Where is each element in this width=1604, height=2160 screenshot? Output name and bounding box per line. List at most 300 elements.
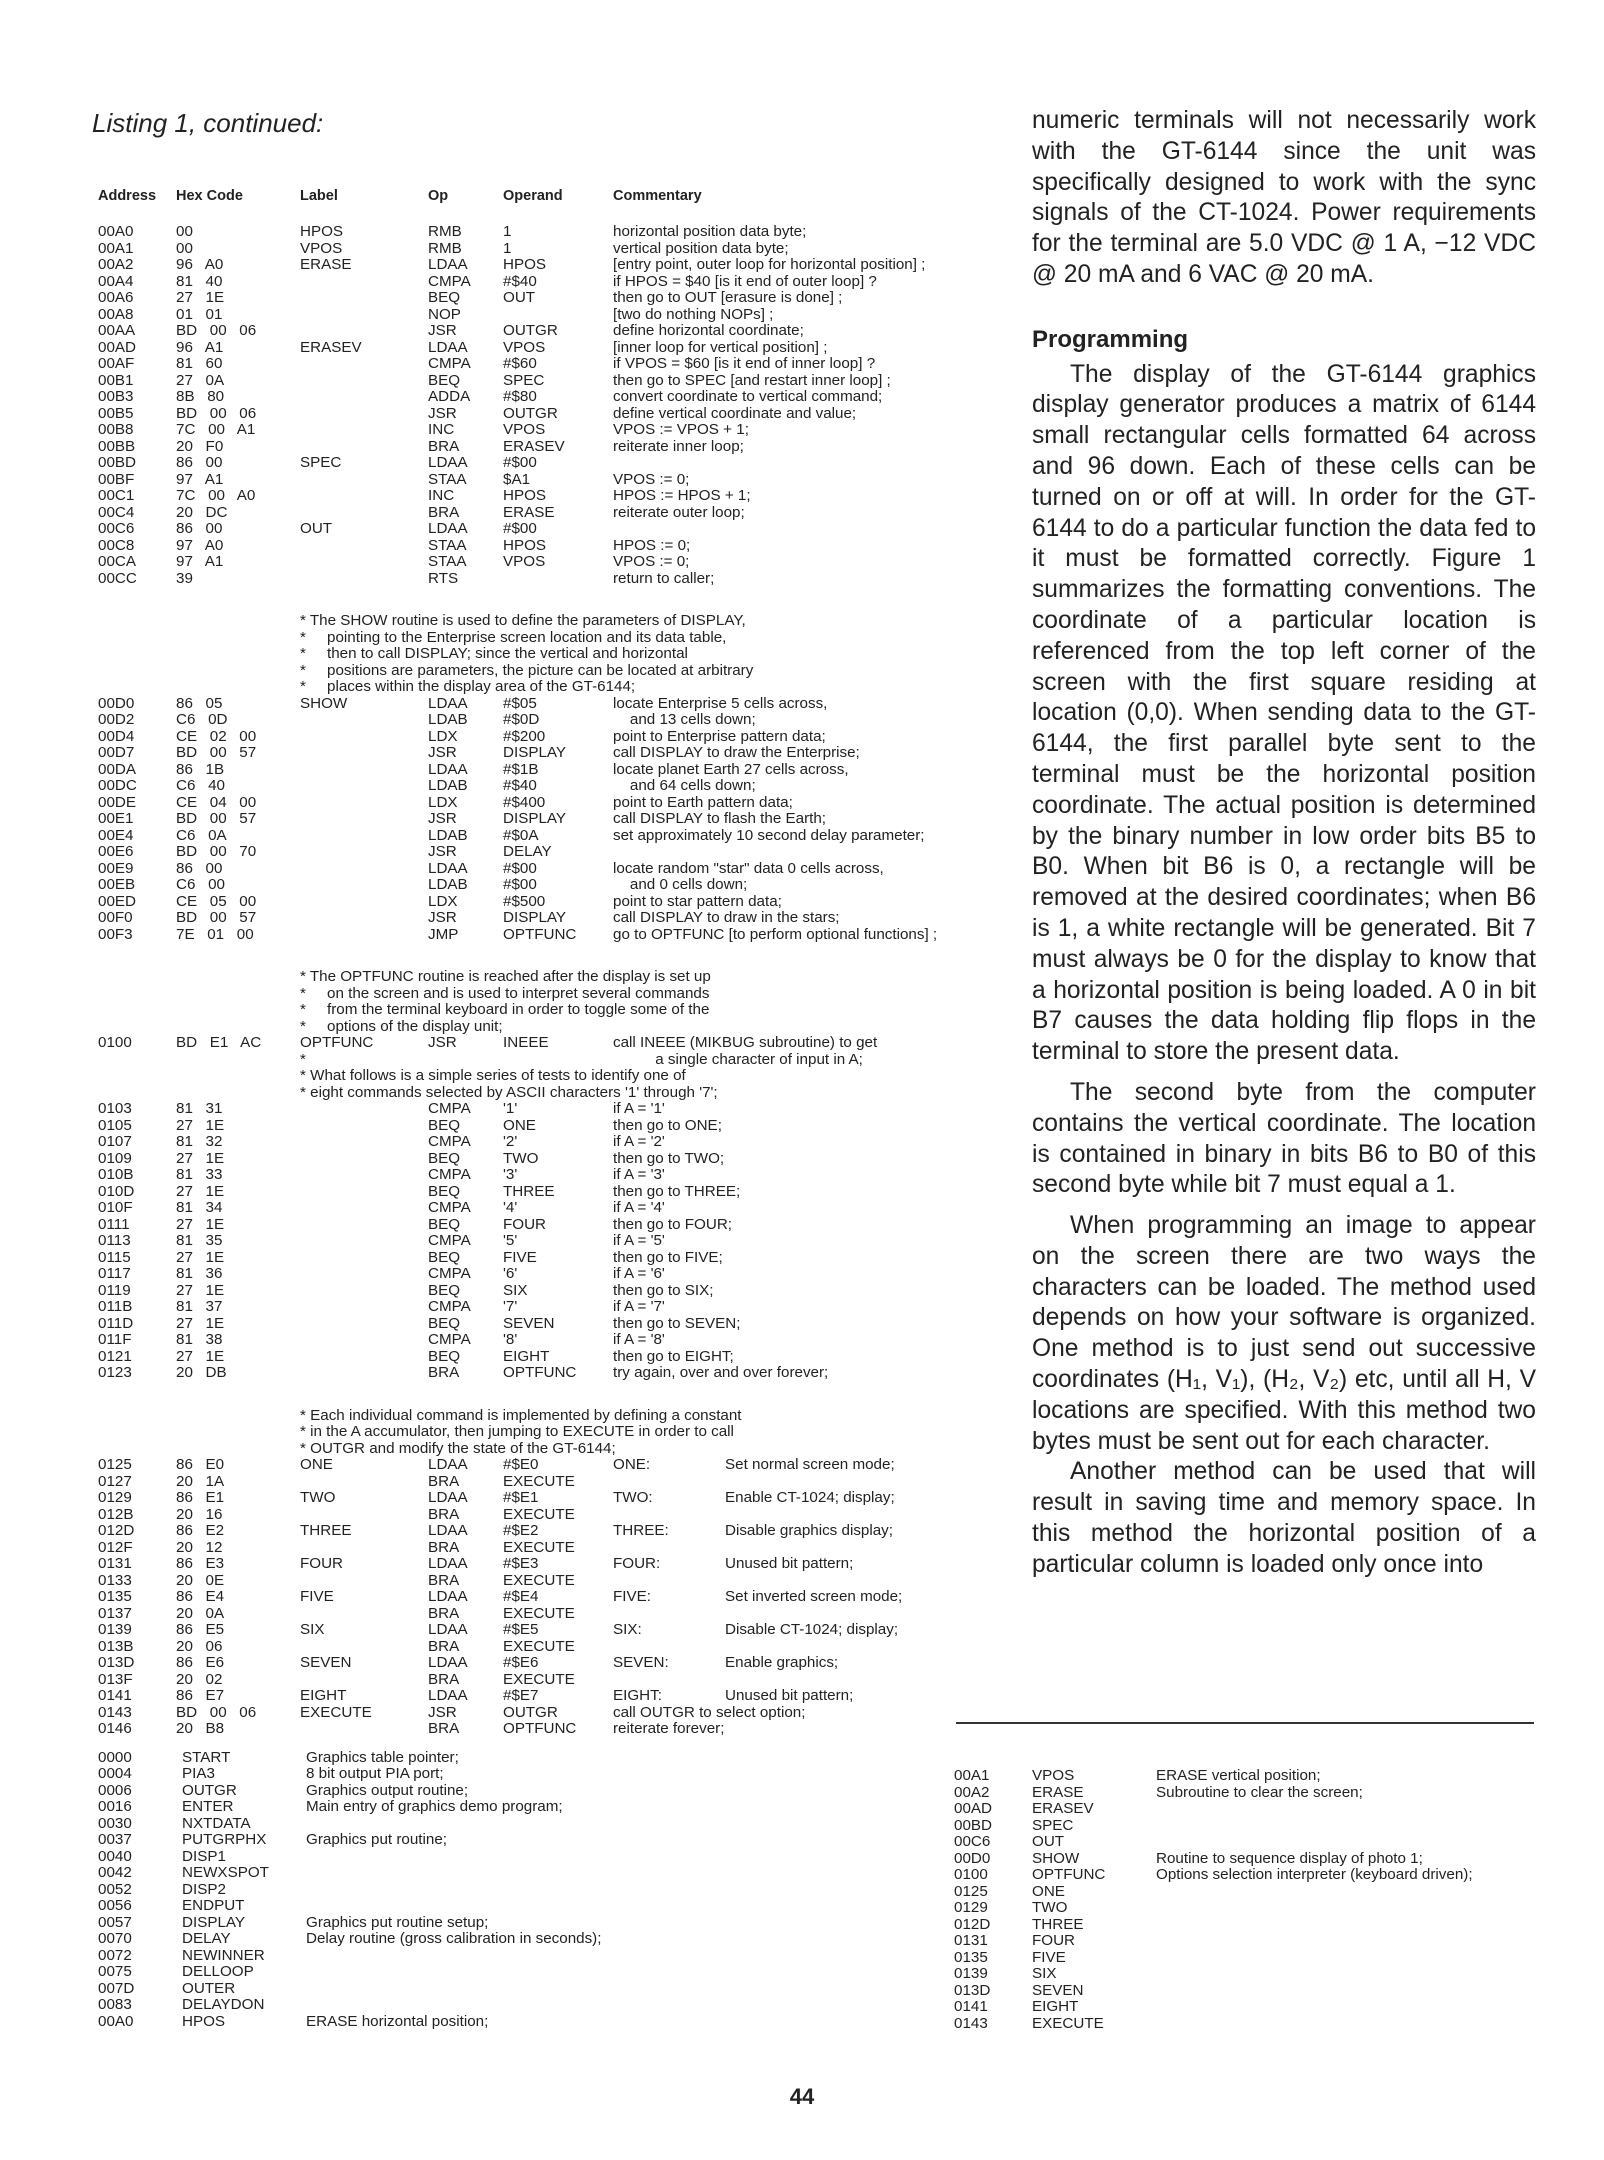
listing-row [98, 406, 998, 423]
cell-hex-code: CE 04 00 [176, 793, 257, 811]
cell-label: THREE [300, 1522, 352, 1539]
cell-label [300, 1721, 428, 1738]
cell-operand: VPOS [503, 421, 546, 438]
cell-operand: EXECUTE [503, 1472, 575, 1490]
cell-address: 00F3 [98, 925, 133, 943]
cell-commentary [613, 1457, 998, 1474]
symbol-description [1156, 1917, 1554, 1934]
cell-commentary [613, 1589, 998, 1606]
listing-row [98, 1184, 998, 1201]
listing-row [98, 1573, 998, 1590]
cell-op: BEQ [428, 1314, 461, 1332]
cell-label: ERASEV [300, 338, 362, 356]
cell-label [300, 488, 428, 505]
symbol-description: Subroutine to clear the screen; [1156, 1783, 1363, 1801]
cell-label [300, 1118, 428, 1135]
symbol-name: THREE [1032, 1915, 1084, 1933]
cell-hex-code: 20 1A [176, 1472, 225, 1490]
listing-row [98, 224, 998, 241]
cell-commentary: point to star pattern data; [613, 892, 782, 910]
listing-row [98, 290, 998, 307]
listing-row [98, 554, 998, 571]
cell-op: BRA [428, 1505, 460, 1523]
cell-address: 0105 [98, 1116, 132, 1134]
cell-address: 00D4 [98, 727, 135, 745]
cell-op: JSR [428, 404, 457, 422]
paragraph: The second byte from the computer contains the vertical coordinate. The location is contained in binary in bits B6 to B0 of this second byte while bit 7 must equal a 1. [1032, 1078, 1536, 1199]
cell-address: 00E6 [98, 843, 134, 860]
cell-label: SHOW [300, 694, 348, 712]
cell-op: LDAA [428, 1555, 468, 1572]
listing-row [98, 1035, 998, 1052]
cell-label [300, 1233, 428, 1250]
listing-row [98, 1622, 998, 1639]
cell-hex-code: CE 02 00 [176, 727, 257, 745]
cell-hex-code: BD 00 57 [176, 909, 257, 926]
cell-address: 00CA [98, 553, 136, 570]
command-key: THREE: [613, 1522, 669, 1539]
cell-operand: #$1B [503, 760, 539, 778]
cell-address: 0129 [98, 1489, 132, 1506]
symbol-row [98, 1832, 998, 1849]
cell-address: 010D [98, 1182, 135, 1200]
cell-label: VPOS [300, 239, 343, 257]
erase-routine-block [98, 224, 998, 587]
cell-op: LDAA [428, 760, 468, 778]
cell-commentary: if A = '4' [613, 1199, 665, 1216]
symbol-name: FOUR [1032, 1932, 1076, 1949]
symbol-address: 0040 [98, 1847, 132, 1865]
cell-commentary: if VPOS = $60 [is it end of inner loop] ? [613, 355, 876, 372]
listing-row [98, 538, 998, 555]
symbol-description [306, 1816, 998, 1833]
cell-op: CMPA [428, 1298, 471, 1315]
command-description: Unused bit pattern; [725, 1555, 854, 1572]
cell-address: 00F0 [98, 909, 133, 926]
cell-op: CMPA [428, 1133, 471, 1150]
listing-row [98, 1523, 998, 1540]
listing-row [98, 1349, 998, 1366]
cell-op: LDAB [428, 711, 468, 728]
cell-hex-code: 96 A0 [176, 256, 224, 273]
show-routine-block [98, 696, 998, 944]
cell-operand [503, 1052, 613, 1069]
cell-address: 00B1 [98, 371, 134, 389]
cell-hex-code: C6 0D [176, 711, 228, 728]
listing-row [98, 505, 998, 522]
cell-commentary: define horizontal coordinate; [613, 322, 804, 339]
cell-operand: #$00 [503, 454, 537, 471]
cell-hex-code: 8B 80 [176, 388, 225, 405]
cell-operand: #$200 [503, 727, 546, 745]
listing-row [98, 1151, 998, 1168]
cell-operand [503, 571, 613, 588]
listing-row [98, 1365, 998, 1382]
symbol-name: ONE [1032, 1882, 1065, 1900]
command-key: ONE: [613, 1456, 651, 1473]
cell-label [300, 422, 428, 439]
cell-label [300, 1151, 428, 1168]
cell-op: BRA [428, 503, 460, 521]
cell-operand: #$E2 [503, 1522, 539, 1539]
paragraph: numeric terminals will not necessarily work with the GT-6144 since the unit was specifically designed to work with the sync signals of the CT-1024. Power requirements for the terminal are 5.0 VDC @ 1 A, −12 VDC @ 20 mA and 6 VAC @ 20 mA. [1032, 107, 1536, 288]
cell-hex-code: 20 DC [176, 503, 228, 521]
cell-address: 0100 [98, 1034, 132, 1051]
symbol-row [98, 1931, 998, 1948]
cell-hex-code: 20 B8 [176, 1720, 225, 1737]
symbol-name: ENTER [182, 1798, 234, 1815]
cell-hex-code: 81 40 [176, 272, 223, 290]
symbol-row [954, 1768, 1554, 1785]
cell-label [300, 472, 428, 489]
cell-commentary: and 64 cells down; [613, 777, 756, 794]
symbol-row [98, 1882, 998, 1899]
cell-commentary [613, 1490, 998, 1507]
cell-operand: #$E3 [503, 1555, 539, 1572]
cell-address: 012F [98, 1538, 133, 1556]
symbol-address: 00AD [954, 1800, 992, 1817]
cell-commentary: then go to SEVEN; [613, 1314, 741, 1332]
cell-hex-code: 86 E0 [176, 1456, 225, 1473]
cell-op: LDAA [428, 256, 468, 273]
cell-commentary: then go to FOUR; [613, 1215, 733, 1233]
comment-line: * Each individual command is implemented by defining a constant [300, 1406, 742, 1424]
symbol-name: DELLOOP [182, 1963, 254, 1980]
cell-label [300, 1639, 428, 1656]
cell-label: OUT [300, 520, 333, 537]
symbol-description [306, 1997, 998, 2014]
cell-operand: #$05 [503, 694, 537, 712]
cell-commentary: VPOS := 0; [613, 470, 690, 488]
cell-label [300, 1474, 428, 1491]
cell-op: BEQ [428, 1281, 461, 1299]
command-key: SIX: [613, 1621, 642, 1638]
cell-hex-code: 00 [176, 223, 193, 240]
symbol-address: 007D [98, 1979, 135, 1997]
cell-op: LDX [428, 793, 458, 811]
listing-row [98, 1556, 998, 1573]
listing-row [98, 439, 998, 456]
cell-address: 011F [98, 1331, 132, 1348]
cell-label [300, 1606, 428, 1623]
cell-commentary: then go to SIX; [613, 1281, 714, 1299]
cell-address: 00ED [98, 892, 136, 910]
symbol-description [1156, 1983, 1554, 2000]
cell-address: 00D0 [98, 694, 135, 712]
listing-row [98, 762, 998, 779]
cell-label [300, 1349, 428, 1366]
symbol-description [306, 1865, 998, 1882]
cell-commentary [613, 1556, 998, 1573]
cell-hex-code: 97 A0 [176, 536, 224, 554]
symbol-description: Delay routine (gross calibration in seconds); [306, 1930, 602, 1947]
cell-operand: SEVEN [503, 1314, 555, 1332]
cell-address: 00C8 [98, 536, 135, 554]
command-key [613, 1573, 725, 1590]
cell-label [300, 762, 428, 779]
cell-operand: OUT [503, 289, 536, 306]
cell-operand: #$0A [503, 826, 539, 844]
symbol-row [98, 1865, 998, 1882]
listing-row [98, 1655, 998, 1672]
command-key: FIVE: [613, 1588, 651, 1605]
cell-op: CMPA [428, 1100, 471, 1117]
cell-label [300, 274, 428, 291]
cell-hex-code: 27 1E [176, 1182, 225, 1200]
cell-operand: DISPLAY [503, 744, 567, 761]
cell-operand: HPOS [503, 256, 547, 273]
symbol-address: 0070 [98, 1930, 132, 1947]
cell-op: LDAB [428, 777, 468, 794]
symbol-address: 00A0 [98, 2012, 134, 2030]
cell-commentary [613, 1721, 998, 1738]
cell-commentary: and 13 cells down; [613, 711, 756, 728]
symbol-description [1156, 1801, 1554, 1818]
cell-commentary: locate Enterprise 5 cells across, [613, 694, 828, 712]
symbol-name: SHOW [1032, 1849, 1080, 1867]
symbol-address: 013D [954, 1981, 991, 1999]
listing-row [98, 1052, 998, 1069]
cell-address: 012D [98, 1522, 135, 1539]
listing-row [98, 795, 998, 812]
cell-operand: EXECUTE [503, 1637, 575, 1655]
cell-address: 013D [98, 1654, 135, 1671]
cell-hex-code: BD 00 06 [176, 404, 257, 422]
cell-operand: SPEC [503, 371, 545, 389]
cell-operand: '3' [503, 1166, 518, 1183]
cell-commentary: reiterate inner loop; [613, 437, 744, 455]
comment-line: * The OPTFUNC routine is reached after the display is set up [300, 968, 711, 985]
cell-operand: #$E6 [503, 1654, 539, 1671]
command-key [613, 1540, 725, 1557]
listing-row [98, 1200, 998, 1217]
symbol-description [306, 1882, 998, 1899]
cell-address: 00C1 [98, 487, 135, 504]
cell-hex-code: 20 0E [176, 1571, 225, 1589]
symbol-row [954, 1933, 1554, 1950]
symbol-address: 00C6 [954, 1833, 991, 1850]
cell-address: 00E1 [98, 810, 134, 827]
symbol-name: NXTDATA [182, 1814, 251, 1832]
cell-hex-code: BD 00 70 [176, 843, 257, 860]
cell-label: * [300, 1050, 306, 1068]
cell-op: BEQ [428, 371, 461, 389]
cell-op: JSR [428, 1034, 457, 1051]
symbol-row [98, 1799, 998, 1816]
cell-label [300, 1134, 428, 1151]
cell-operand: DISPLAY [503, 909, 567, 926]
symbol-name: PUTGRPHX [182, 1831, 267, 1848]
cell-label [300, 1507, 428, 1524]
cell-label: HPOS [300, 223, 344, 240]
symbol-description [1156, 1950, 1554, 1967]
cell-label: ERASE [300, 256, 352, 273]
cell-operand: #$0D [503, 711, 540, 728]
cell-hex-code: 00 [176, 239, 193, 257]
cell-address: 0137 [98, 1604, 132, 1622]
listing-row [98, 521, 998, 538]
symbol-name: SEVEN [1032, 1981, 1084, 1999]
symbol-row [954, 1851, 1554, 1868]
symbol-row [98, 1849, 998, 1866]
cell-hex-code: 81 33 [176, 1166, 223, 1183]
cell-hex-code: 81 35 [176, 1232, 223, 1249]
symbol-name: NEWINNER [182, 1946, 265, 1964]
cell-label: SEVEN [300, 1654, 352, 1671]
cell-op: BEQ [428, 1248, 461, 1266]
symbol-description [1156, 1884, 1554, 1901]
cell-label [300, 778, 428, 795]
cell-address: 0121 [98, 1347, 132, 1365]
cell-label [300, 439, 428, 456]
cell-address: 00A2 [98, 256, 134, 273]
cell-operand: #$400 [503, 793, 546, 811]
cell-commentary: a single character of input in A; [613, 1050, 863, 1068]
header-address: Address [98, 188, 157, 204]
listing-row [98, 472, 998, 489]
command-description: Set inverted screen mode; [725, 1588, 903, 1605]
symbol-name: START [182, 1748, 231, 1766]
symbol-row [954, 2016, 1554, 2033]
symbol-description [1156, 1834, 1554, 1851]
symbol-row [954, 1801, 1554, 1818]
cell-op: CMPA [428, 1265, 471, 1282]
symbol-description [1156, 1999, 1554, 2016]
listing-row [98, 1672, 998, 1689]
cell-hex-code: 86 E5 [176, 1621, 225, 1638]
symbol-name: EIGHT [1032, 1998, 1079, 2015]
listing-row [98, 1283, 998, 1300]
cell-commentary: VPOS := VPOS + 1; [613, 421, 749, 438]
cell-address [98, 1052, 176, 1069]
cell-address: 012B [98, 1505, 134, 1523]
symbol-address: 0072 [98, 1946, 132, 1964]
cell-op: LDAB [428, 826, 468, 844]
cell-hex-code: 86 E4 [176, 1588, 225, 1605]
cell-commentary [613, 521, 998, 538]
cell-commentary [613, 1705, 998, 1722]
cell-op: BEQ [428, 1116, 461, 1134]
symbol-name: HPOS [182, 2012, 226, 2030]
symbol-row [98, 1766, 998, 1783]
cell-label [300, 1167, 428, 1184]
command-description: Set normal screen mode; [725, 1456, 895, 1473]
cell-hex-code: 86 00 [176, 520, 223, 537]
cell-label [300, 307, 428, 324]
cell-operand: #$40 [503, 272, 537, 290]
cell-op: STAA [428, 536, 467, 554]
cell-hex-code: 86 00 [176, 859, 223, 877]
cell-label: ONE [300, 1456, 333, 1473]
cell-address: 00B8 [98, 421, 134, 438]
comment-line: * OUTGR and modify the state of the GT-6144; [300, 1439, 616, 1457]
listing-row [98, 844, 998, 861]
cell-hex-code: 27 0A [176, 371, 225, 389]
cell-hex-code: 97 A1 [176, 553, 224, 570]
cell-address: 00BF [98, 470, 135, 488]
cell-op: BRA [428, 1364, 460, 1381]
cell-op: LDAA [428, 454, 468, 471]
cell-operand: FIVE [503, 1248, 537, 1266]
cell-hex-code: 20 06 [176, 1637, 223, 1655]
cell-operand [503, 307, 613, 324]
listing-row [98, 811, 998, 828]
symbol-description [1156, 1818, 1554, 1835]
paragraph: Another method can be used that will result in saving time and memory space. In this method the horizontal position of a particular column is loaded only once into [1032, 1458, 1536, 1578]
cell-operand: #$E7 [503, 1687, 539, 1704]
cell-commentary [613, 1688, 998, 1705]
cell-operand: '8' [503, 1331, 518, 1348]
cell-label [300, 1316, 428, 1333]
cell-label [300, 877, 428, 894]
cell-operand: FOUR [503, 1215, 547, 1233]
cell-commentary: HPOS := 0; [613, 536, 691, 554]
listing-row [98, 1639, 998, 1656]
cell-op: RMB [428, 239, 462, 257]
symbol-row [98, 1948, 998, 1965]
paragraph: When programming an image to appear on the screen there are two ways the characters can be loaded. The method used depends on how your software is organized. One method is to just send out successive coordinates (H₁, V₁), (H₂, V₂) etc, until all H, V locations are specified. With this method two bytes must be sent out for each character. [1032, 1212, 1536, 1455]
symbol-row [98, 1915, 998, 1932]
cell-label [300, 1365, 428, 1382]
listing-row [98, 389, 998, 406]
cell-operand: #$500 [503, 892, 546, 910]
symbol-address: 0131 [954, 1932, 988, 1949]
symbol-description [306, 1964, 998, 1981]
command-key [613, 1507, 725, 1524]
symbol-address: 0143 [954, 2014, 988, 2032]
symbol-address: 0000 [98, 1748, 132, 1766]
symbol-row [98, 1964, 998, 1981]
cell-operand: INEEE [503, 1034, 549, 1051]
symbol-row [954, 1834, 1554, 1851]
cell-op: LDAA [428, 1456, 468, 1473]
cell-commentary [613, 1639, 998, 1656]
cell-commentary: if A = '2' [613, 1133, 665, 1150]
comment-line: * in the A accumulator, then jumping to EXECUTE in order to call [300, 1423, 734, 1440]
cell-operand: EXECUTE [503, 1538, 575, 1556]
cell-address: 00A4 [98, 272, 134, 290]
cell-label [300, 1250, 428, 1267]
cell-operand: ERASEV [503, 437, 565, 455]
cell-commentary: go to OPTFUNC [to perform optional functions] ; [613, 925, 938, 943]
cell-op: CMPA [428, 1331, 471, 1348]
symbol-address: 00BD [954, 1816, 992, 1834]
symbol-name: SIX [1032, 1965, 1057, 1982]
cell-address: 013B [98, 1637, 134, 1655]
symbol-row [954, 1917, 1554, 1934]
comment-line: * places within the display area of the GT-6144; [300, 678, 636, 695]
cell-commentary [613, 1507, 998, 1524]
symbol-address: 0006 [98, 1781, 132, 1799]
cell-operand: #$E4 [503, 1588, 539, 1605]
cell-label [300, 389, 428, 406]
cell-address: 0127 [98, 1472, 132, 1490]
cell-address: 00A8 [98, 305, 134, 323]
cell-hex-code: 27 1E [176, 1248, 225, 1266]
cell-address: 0131 [98, 1555, 132, 1572]
cell-address: 0117 [98, 1265, 131, 1282]
cell-address: 0111 [98, 1215, 130, 1233]
cell-operand: '5' [503, 1232, 518, 1249]
cell-commentary: call DISPLAY to flash the Earth; [613, 810, 827, 827]
cell-label [300, 1266, 428, 1283]
cell-hex-code: 81 36 [176, 1265, 223, 1282]
cell-address: 00D2 [98, 711, 135, 728]
cell-address: 010B [98, 1166, 134, 1183]
cell-op: LDAA [428, 1522, 468, 1539]
listing-row [98, 1233, 998, 1250]
commands-block [98, 1457, 998, 1738]
